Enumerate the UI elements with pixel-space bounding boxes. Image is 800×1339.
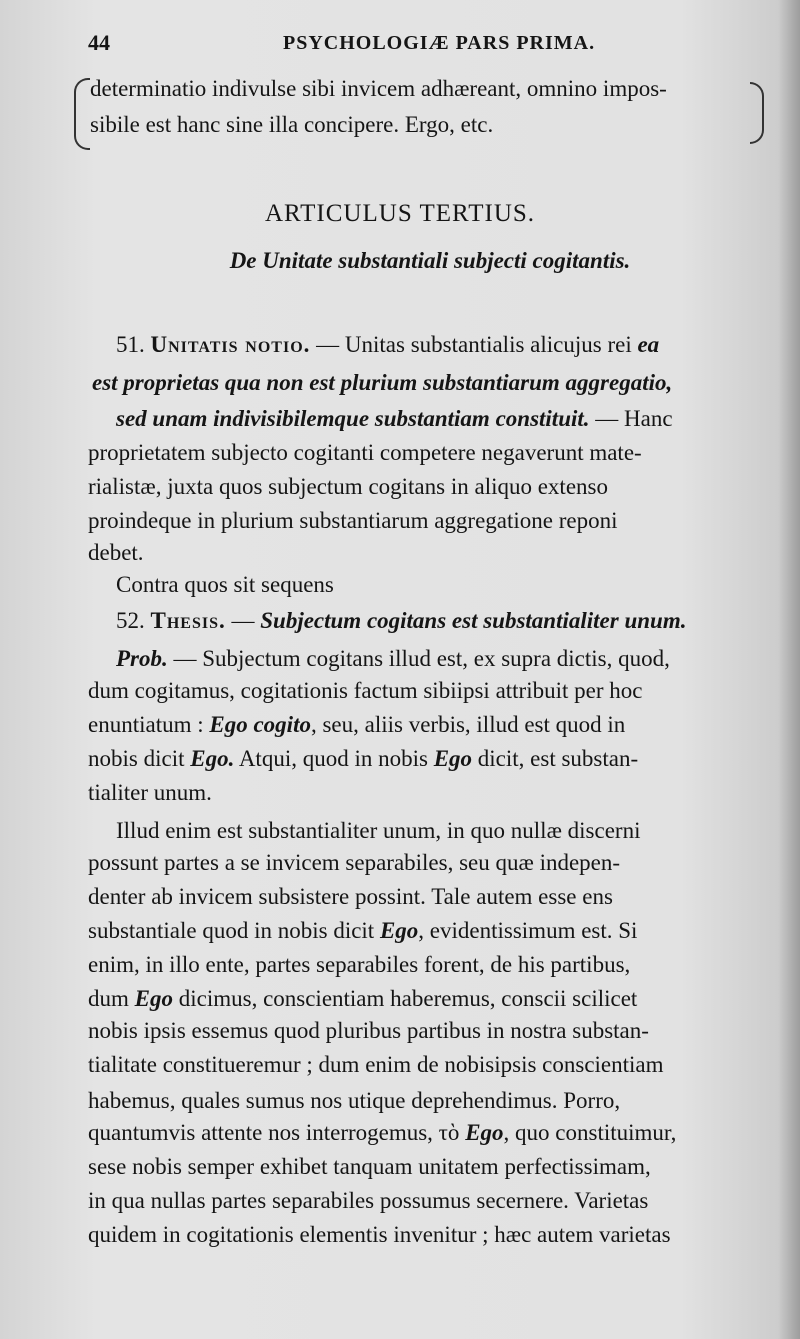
p51-line-6: proindeque in plurium substantiarum aggregatione reponi [88,508,618,533]
prob-line-3 [88,710,625,740]
prob-line-2: dum cogitamus, cogitationis factum sibiipsi attribuit per hoc [88,678,643,703]
p51-text-hanc: — Hanc [595,406,673,431]
contra-line: Contra quos sit sequens [116,572,334,597]
para-line-9: habemus, quales sumus nos utique deprehendimus. Porro, [88,1088,621,1113]
para-line-6-b: dicimus, conscientiam haberemus, conscii scilicet [178,986,638,1011]
prob-text: — Subjectum cogitans illud est, ex supra dictis, quod, [173,646,670,671]
p51-line-2: est proprietas qua non est plurium substantiarum aggregatio, [92,370,673,395]
para-line-12: in qua nullas partes separabiles possumus secernere. Varietas [88,1188,649,1213]
p51-dash: — [316,332,340,357]
p52-thesis-line [116,606,686,636]
p51-number: 51. [116,332,145,357]
carryover-line-2: sibile est hanc sine illa concipere. Ergo, etc. [90,112,494,137]
p51-line-5: rialistæ, juxta quos subjectum cogitans in aliquo extenso [88,474,608,499]
p51-line-7: debet. [88,540,144,565]
p51-text: Unitas substantialis alicujus rei [344,332,632,357]
para-line-1: Illud enim est substantialiter unum, in quo nullæ discerni [116,818,641,843]
para-line-4-ital: Ego [379,918,419,943]
para-line-2: possunt partes a se invicem separabiles, seu quæ indepen- [88,850,621,875]
p51-line-1 [116,330,659,360]
left-bracket-mark [74,78,90,150]
page-number: 44 [88,30,110,55]
running-title: PSYCHOLOGIÆ PARS PRIMA. [283,32,596,54]
prob-line-3-ital: Ego cogito [209,712,311,737]
para-line-6-ital: Ego [134,986,173,1011]
p51-heading: Unitatis notio. [150,332,311,357]
para-line-4 [88,916,637,946]
prob-line-4-c: dicit, est substan- [477,746,639,771]
prob-line-4-b: Atqui, quod in nobis [238,746,428,771]
right-bracket-mark [750,82,764,144]
para-line-8: tialitate constitueremur ; dum enim de nobisipsis conscientiam [88,1052,664,1077]
p52-thesis: Subjectum cogitans est substantialiter unum. [260,608,687,633]
p51-line-4: proprietatem subjecto cogitanti competere negaverunt mate- [88,440,642,465]
prob-line-4 [88,744,638,774]
para-line-5: enim, in illo ente, partes separabiles forent, de his partibus, [88,952,631,977]
p52-heading: Thesis. [150,608,226,633]
prob-line-3-a: enuntiatum : [88,712,204,737]
para-line-6 [88,984,637,1014]
para-line-10-b: , quo constituimur, [503,1120,677,1145]
para-line-10 [88,1118,676,1148]
para-line-13: quidem in cogitationis elementis invenitur ; hæc autem varietas [88,1222,671,1247]
prob-line-4-a: nobis dicit [88,746,185,771]
section-subtitle: De Unitate substantiali subjecti cogitantis. [229,248,631,273]
prob-line-1 [116,644,670,674]
p51-definition-end: sed unam indivisibilemque substantiam constituit. [116,406,590,431]
para-line-3: denter ab invicem subsistere possint. Tale autem esse ens [88,884,613,909]
p52-dash: — [231,608,255,633]
para-line-4-b: , evidentissimum est. Si [418,918,638,943]
carryover-line-1: determinatio indivulse sibi invicem adhæreant, omnino impos- [90,76,667,101]
para-line-7: nobis ipsis essemus quod pluribus partibus in nostra substan- [88,1018,649,1043]
page-header [88,28,748,64]
section-title: ARTICULUS TERTIUS. [264,200,536,227]
para-line-6-a: dum [88,986,129,1011]
p51-text-italic: ea [637,332,660,357]
para-line-11: sese nobis semper exhibet tanquam unitatem perfectissimam, [88,1154,651,1179]
p51-line-3 [116,404,673,434]
prob-line-5: tialiter unum. [88,780,212,805]
prob-line-3-b: , seu, aliis verbis, illud est quod in [310,712,626,737]
para-line-10-a: quantumvis attente nos interrogemus, τὸ [88,1120,460,1145]
para-line-10-ital: Ego [465,1120,504,1145]
p52-number: 52. [116,608,145,633]
para-line-4-a: substantiale quod in nobis dicit [88,918,375,943]
prob-line-4-ital2: Ego [433,746,473,771]
prob-line-4-ital1: Ego. [190,746,235,771]
prob-label: Prob. [116,646,168,671]
